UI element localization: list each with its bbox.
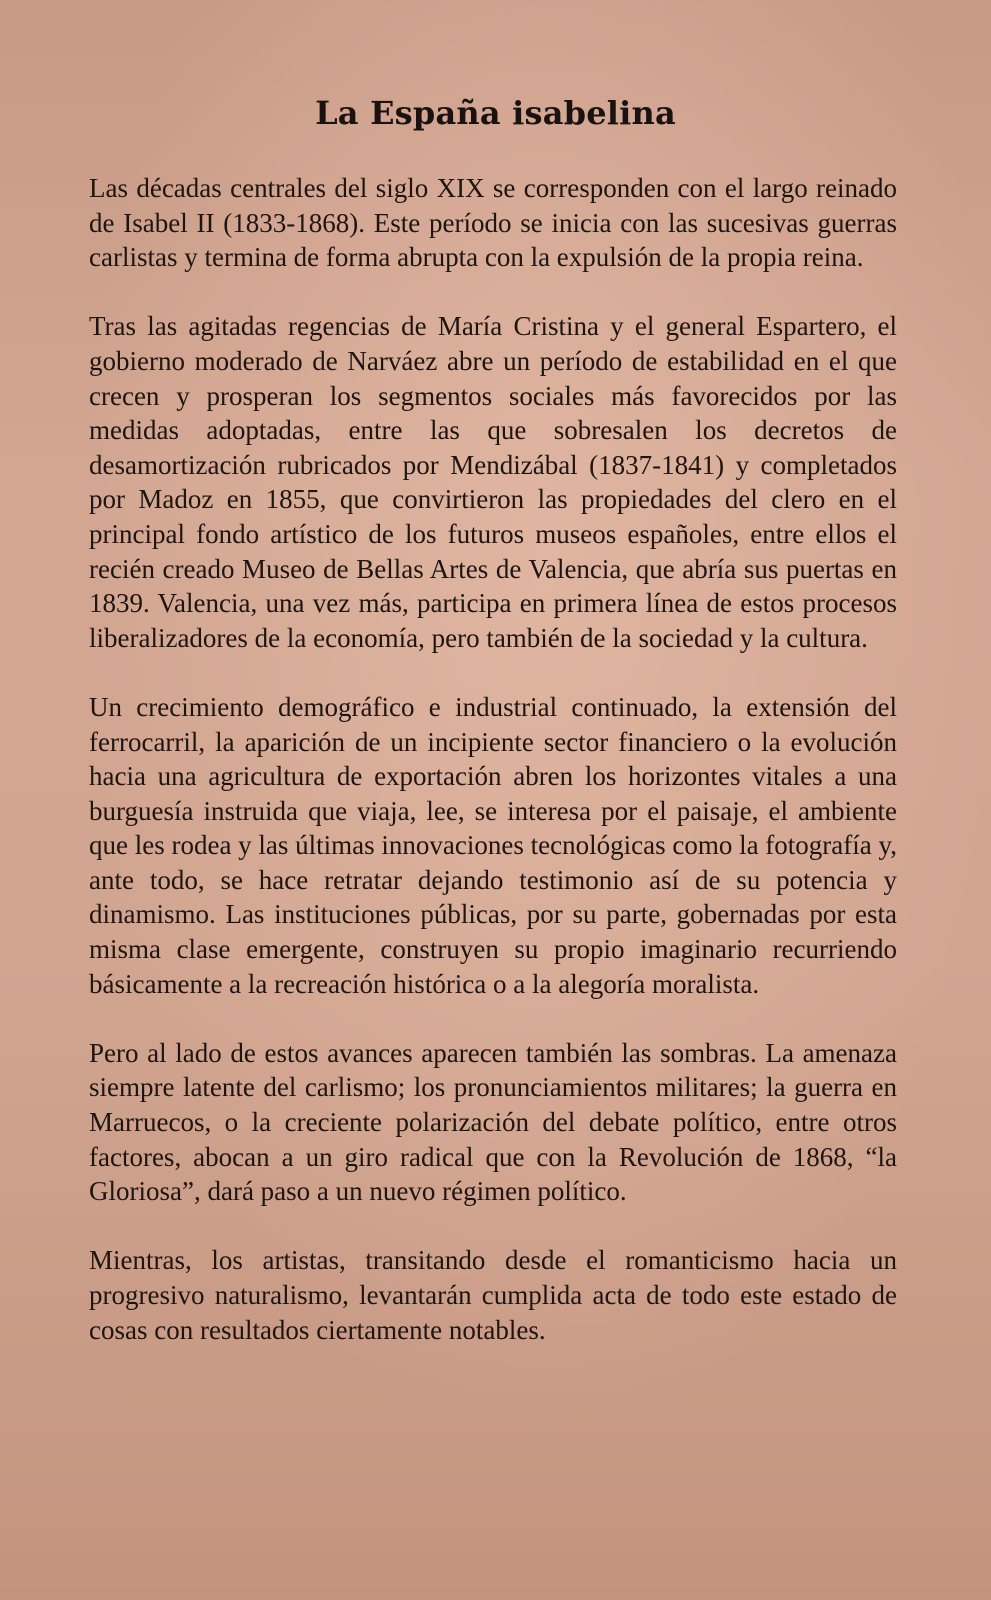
paragraph-2: Tras las agitadas regencias de María Cristina y el general Espartero, el gobierno moderado de Narváez abre un período de estabilidad en el que crecen y prosperan los segmentos sociales más favorecidos por las medidas adoptadas, entre las que sobresalen los decretos de desamortización rubricados por Mendizábal (1837-1841) y completados por Madoz en 1855, que convirtieron las propiedades del clero en el principal fondo artístico de los futuros museos españoles, entre ellos el recién creado Museo de Bellas Artes de Valencia, que abría sus puertas en 1839. Valencia, una vez más, participa en primera línea de estos procesos liberalizadores de la economía, pero también de la sociedad y la cultura. — [89, 311, 897, 653]
paragraph-4: Pero al lado de estos avances aparecen también las sombras. La amenaza siempre latente del carlismo; los pronunciamientos militares; la guerra en Marruecos, o la creciente polarización del debate político, entre otros factores, abocan a un giro radical que con la Revolución de 1868, “la Gloriosa”, dará paso a un nuevo régimen político. — [89, 1037, 897, 1207]
panel-body — [89, 171, 897, 1382]
paragraph-3: Un crecimiento demográfico e industrial continuado, la extensión del ferrocarril, la aparición de un incipiente sector financiero o la evolución hacia una agricultura de exportación abren los horizontes vitales a una burguesía instruida que viaja, lee, se interesa por el paisaje, el ambiente que les rodea y las últimas innovaciones tecnológicas como la fotografía y, ante todo, se hace retratar dejando testimonio así de su potencia y dinamismo. Las instituciones públicas, por su parte, gobernadas por esta misma clase emergente, construyen su propio imaginario recurriendo básicamente a la recreación histórica o a la alegoría moralista. — [89, 691, 897, 999]
panel-title: La España isabelina — [315, 94, 676, 132]
paragraph-5: Mientras, los artistas, transitando desde el romanticismo hacia un progresivo naturalismo, levantarán cumplida acta de todo este estado de cosas con resultados ciertamente notables. — [89, 1245, 897, 1345]
paragraph-1: Las décadas centrales del siglo XIX se corresponden con el largo reinado de Isabel II (1833-1868). Este período se inicia con las sucesivas guerras carlistas y termina de forma abrupta con la expulsión de la propia reina. — [89, 173, 897, 273]
